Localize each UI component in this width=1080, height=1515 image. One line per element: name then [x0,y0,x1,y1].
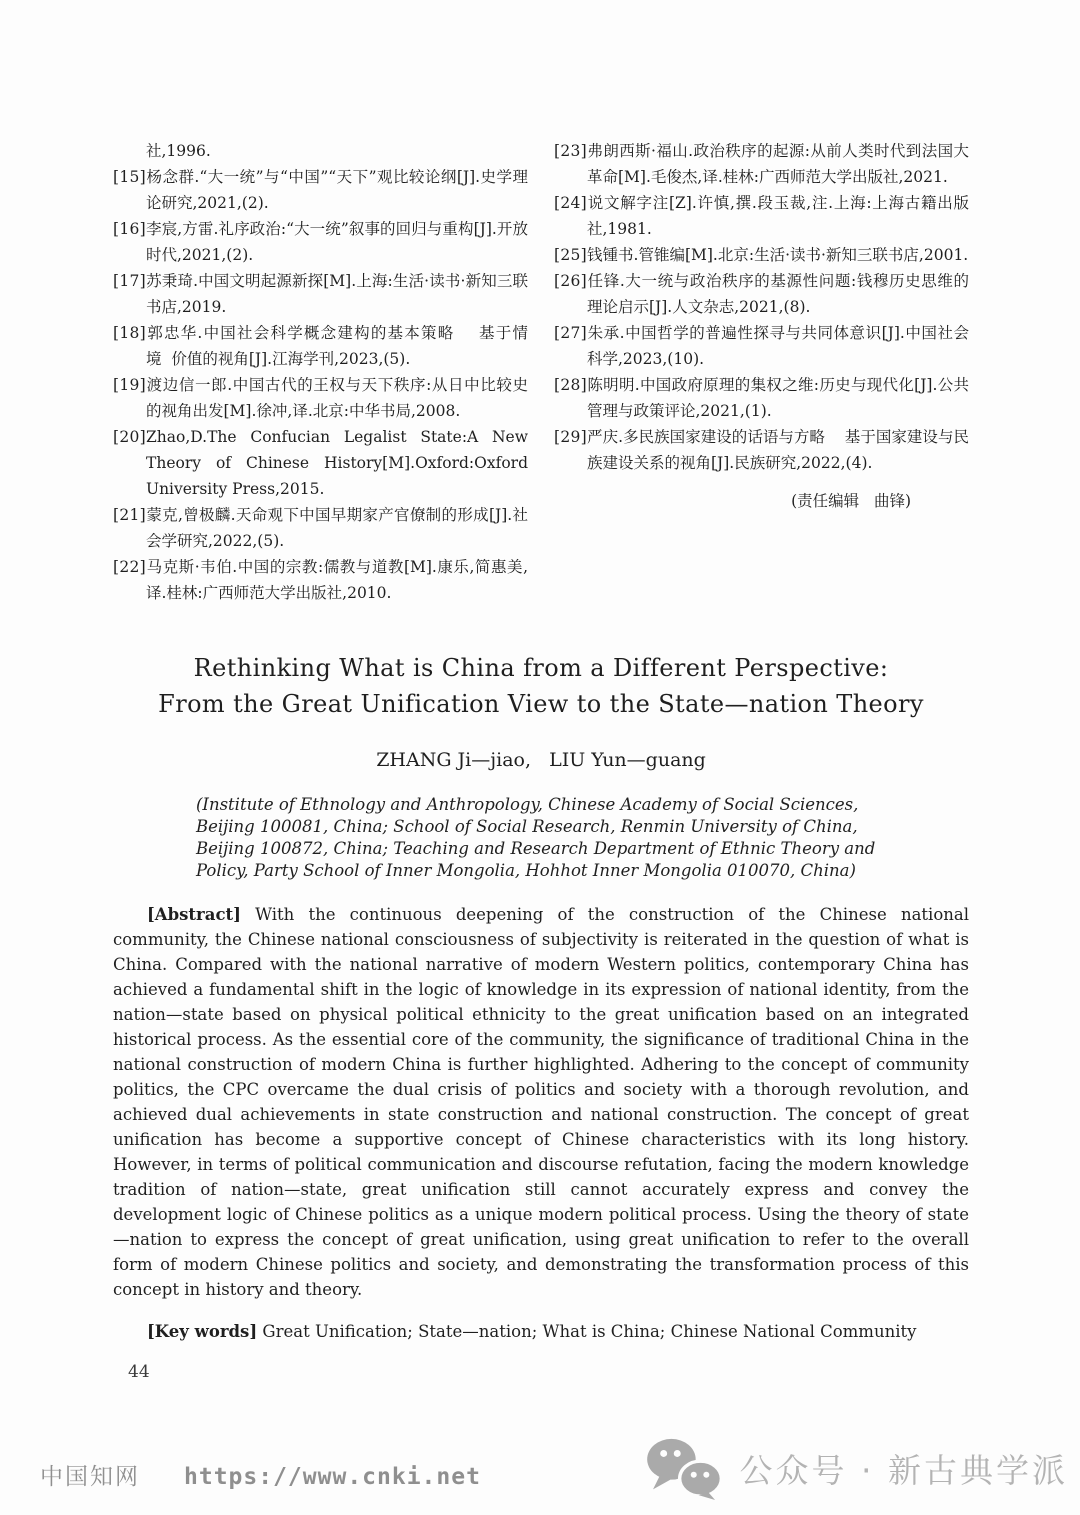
reference-entry [554,320,969,372]
footer-cnki [40,1458,481,1491]
references-column-right-list [554,138,969,476]
reference-entry [113,372,528,424]
reference-number: [21] [113,506,147,524]
reference-text: 任锋.大一统与政治秩序的基源性问题:钱穆历史思维的理论启示[J].人文杂志,2021,(8). [587,272,969,316]
affiliation-line: Beijing 100081, China; School of Social Research, Renmin University of China, [196,817,858,836]
abstract-paragraph [113,902,969,1302]
reference-text: 严庆.多民族国家建设的话语与方略 基于国家建设与民族建设关系的视角[J].民族研究,2022,(4). [587,428,969,472]
reference-number: [15] [113,168,147,186]
reference-text: 杨念群.“大一统”与“中国”“天下”观比较论纲[J].史学理论研究,2021,(2). [146,168,528,212]
reference-entry [113,216,528,268]
affiliation-line: Policy, Party School of Inner Mongolia, Hohhot Inner Mongolia 010070, China) [196,861,856,880]
reference-text: 苏秉琦.中国文明起源新探[M].上海:生活·读书·新知三联书店,2019. [146,272,528,316]
reference-text: 陈明明.中国政府原理的集权之维:历史与现代化[J].公共管理与政策评论,2021,(1). [587,376,969,420]
wechat-channel-name: 公众号 · 新古典学派 [739,1450,1068,1490]
reference-entry [554,372,969,424]
footer-wechat-channel [644,1436,1068,1500]
reference-text: 蒙克,曾极麟.天命观下中国早期家产官僚制的形成[J].社会学研究,2022,(5). [146,506,528,550]
reference-number: [28] [554,376,588,394]
reference-entry [113,138,528,164]
cnki-url-link[interactable]: https://www.cnki.net [184,1464,481,1490]
page-number: 44 [128,1362,150,1382]
reference-entry [554,424,969,476]
cnki-site-name: 中国知网 [40,1464,140,1490]
references-column-left [113,138,528,606]
reference-number: [24] [554,194,588,212]
reference-text: 钱锺书.管锥编[M].北京:生活·读书·新知三联书店,2001. [587,246,969,264]
reference-text: 渡边信一郎.中国古代的王权与天下秩序:从日中比较史的视角出发[M].徐冲,译.北京:中华书局,2008. [146,376,528,420]
reference-number: [29] [554,428,588,446]
reference-text: 马克斯·韦伯.中国的宗教:儒教与道教[M].康乐,简惠美,译.桂林:广西师范大学出版社,2010. [146,558,528,602]
reference-text: 郭忠华.中国社会科学概念建构的基本策略 基于情境 价值的视角[J].江海学刊,2023,(5). [146,324,528,368]
reference-text: Zhao,D.The Confucian Legalist State:A New Theory of Chinese History[M].Oxford:Oxford University Press,2015. [146,428,528,498]
reference-entry [113,320,528,372]
reference-entry [113,424,528,502]
reference-number: [26] [554,272,588,290]
reference-number: [19] [113,376,147,394]
reference-number: [20] [113,428,147,446]
reference-entry [113,164,528,216]
authors-line: ZHANG Ji—jiao, LIU Yun—guang [376,749,706,771]
reference-entry [554,268,969,320]
affiliation-block [196,794,886,882]
keywords-paragraph [113,1319,969,1344]
reference-entry [554,242,969,268]
reference-text: 李宸,方雷.礼序政治:“大一统”叙事的回归与重构[J].开放时代,2021,(2). [146,220,528,264]
keywords-text: Great Unification; State—nation; What is China; Chinese National Community [257,1321,917,1341]
affiliation-line: Beijing 100872, China; Teaching and Research Department of Ethnic Theory and [196,839,876,858]
wechat-icon [644,1436,726,1500]
reference-entry [113,268,528,320]
reference-number: [25] [554,246,588,264]
keywords-label: [Key words] [147,1321,258,1341]
reference-number: [16] [113,220,147,238]
reference-number: [18] [113,324,147,342]
reference-entry [113,502,528,554]
reference-number: [22] [113,558,147,576]
responsible-editor-note: (责任编辑 曲锋) [791,492,911,510]
english-title-line-1: Rethinking What is China from a Different Perspective: [193,654,889,682]
reference-text: 社,1996. [146,142,211,160]
english-title-line-2: From the Great Unification View to the State—nation Theory [158,690,924,718]
reference-text: 弗朗西斯·福山.政治秩序的起源:从前人类时代到法国大革命[M].毛俊杰,译.桂林:广西师范大学出版社,2021. [587,142,969,186]
english-title [113,650,969,722]
references-column-right [554,138,969,606]
reference-text: 朱承.中国哲学的普遍性探寻与共同体意识[J].中国社会科学,2023,(10). [587,324,969,368]
reference-entry [554,190,969,242]
affiliation-line: (Institute of Ethnology and Anthropology, Chinese Academy of Social Sciences, [196,795,859,814]
reference-number: [17] [113,272,147,290]
reference-entry [113,554,528,606]
page-content [113,138,969,1360]
abstract-text: With the continuous deepening of the construction of the Chinese national community, the Chinese national consciousness of subjectivity is reiterated in the question of what is China. Compared with the national narrative of modern Western politics, contemporary China has achieved a fundamental shift in the logic of knowledge in its expression of national identity, from the nation—state based on physical political ethnicity to the great unification based on an integrated historical process. As the essential core of the community, the significance of traditional China in the national construction of modern China is further highlighted. Adhering to the concept of community politics, the CPC overcame the dual crisis of politics and society with a thorough revolution, and achieved dual achievements in state construction and national construction. The concept of great unification has become a supportive concept of Chinese characteristics with its long history. However, in terms of political communication and discourse refutation, facing the modern knowledge tradition of nation—state, great unification still cannot accurately express and convey the development logic of Chinese politics as a unique modern political process. Using the theory of state—nation to express the concept of great unification, using great unification to refer to the overall form of modern Chinese politics and society, and demonstrating the transformation process of this concept in history and theory. [113,905,969,1299]
abstract-label: [Abstract] [147,905,241,924]
reference-text: 说文解字注[Z].许慎,撰.段玉裁,注.上海:上海古籍出版社,1981. [587,194,969,238]
reference-entry [554,138,969,190]
references-section [113,138,969,606]
reference-number: [23] [554,142,588,160]
reference-number: [27] [554,324,588,342]
